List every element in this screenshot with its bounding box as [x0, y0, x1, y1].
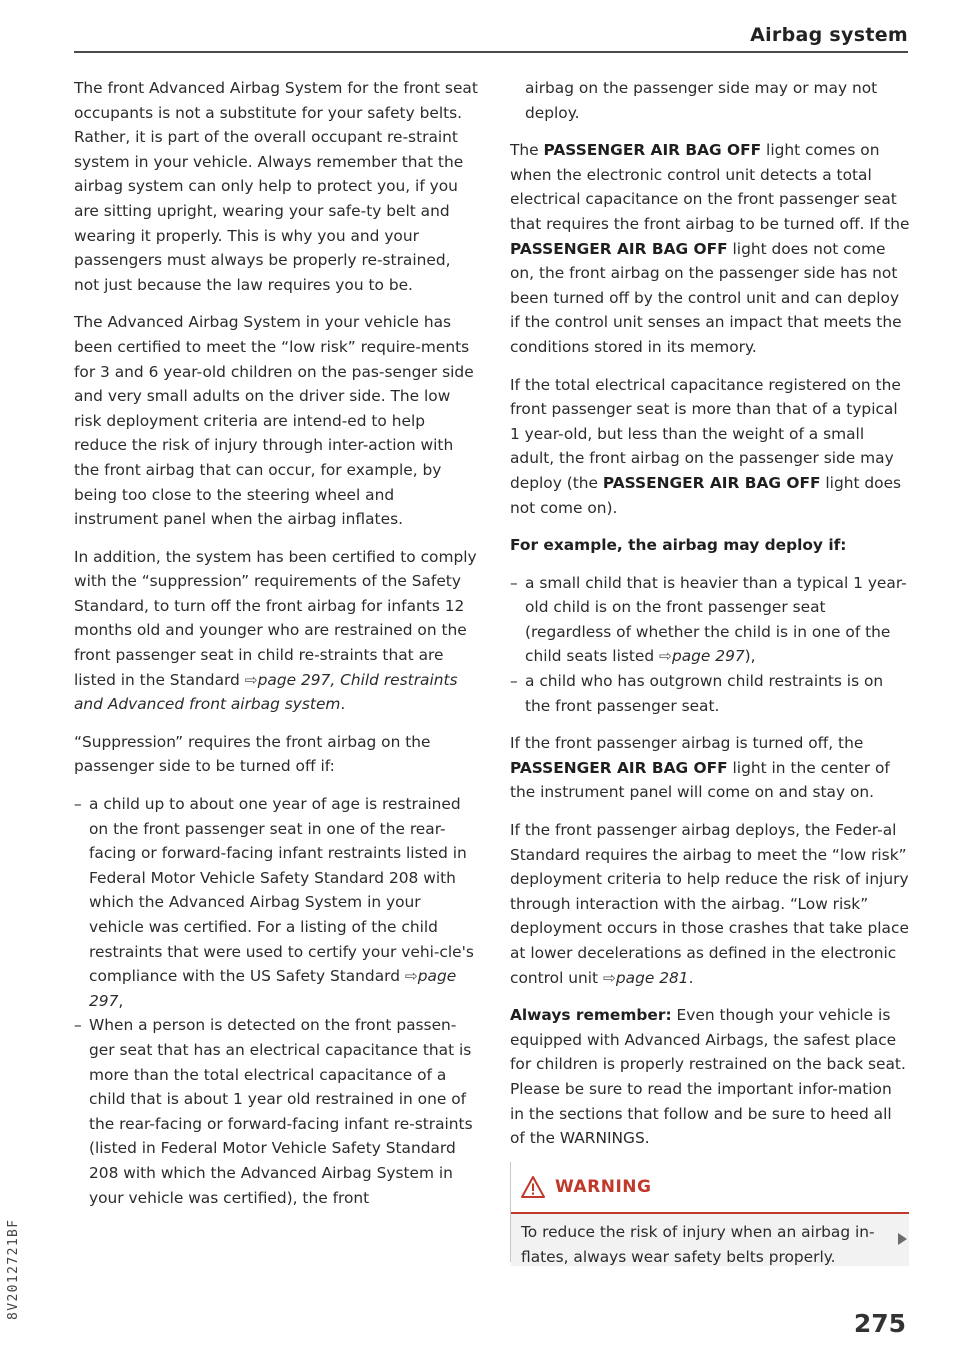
example-heading: For example, the airbag may deploy if:	[510, 536, 847, 555]
paragraph-low-risk: The Advanced Airbag System in your vehicle has been certified to meet the “low risk” require-ments for 3 and 6 year-old children on the pas-senger side and very small adults on the driver side. The low risk deployment criteria are intend-ed to help reduce the risk of injury through inter-action with the front airbag that can occur, for example, by being too close to the steering wheel and instrument panel when the airbag inflates.	[74, 313, 474, 529]
continue-arrow-icon	[898, 1233, 907, 1245]
paragraph-suppression-requires: “Suppression” requires the front airbag on the passenger side to be turned off if:	[74, 732, 431, 776]
page-reference-link[interactable]: page 281	[615, 968, 689, 987]
paragraph-text: In addition, the system has been certified to comply with the “suppression” requirements of the Safety Standard, to turn off the front airbag for infants 12 months old and younger who are restrained on the front passenger seat in child re-straints that are listed in the Standard	[74, 547, 477, 689]
paragraph-text: light in the center of the instrument panel will come on and stay on.	[510, 758, 890, 802]
paragraph-suppression-certification	[74, 545, 480, 717]
paragraph-text: light does not come on).	[510, 473, 902, 517]
warning-title: WARNING	[555, 1177, 652, 1197]
paragraph-text: light does not come on, the front airbag on the passenger side has not been turned off by the control unit and can deploy if the control unit senses an impact that meets the conditions stored in its memory.	[510, 239, 902, 356]
page-ref-arrow-icon: ⇨	[244, 670, 258, 689]
page-ref-arrow-icon: ⇨	[404, 967, 418, 986]
page-ref-arrow-icon: ⇨	[602, 968, 616, 987]
paragraph-capacitance	[510, 373, 910, 521]
page-reference-link[interactable]: page 297, Child restraints and Advanced front airbag system	[74, 670, 458, 714]
punctuation: ),	[744, 647, 756, 666]
list-item-continuation: airbag on the passenger side may or may not deploy.	[525, 79, 878, 122]
example-list	[510, 571, 910, 719]
list-item	[510, 571, 910, 669]
left-column	[74, 76, 480, 1223]
paragraph-system-intro: The front Advanced Airbag System for the front seat occupants is not a substitute for your safety belts. Rather, it is part of the overall occupant re-straint system in your vehicle. Always remember that the airbag system can only help to protect you, if you are sitting upright, wearing your safe-ty belt and wearing it properly. This is why you and your passengers must always be properly re-strained, not just because the law requires you to be.	[74, 79, 478, 294]
punctuation: .	[340, 695, 346, 714]
paragraph-text: The	[510, 141, 539, 160]
warning-triangle-icon	[521, 1176, 545, 1198]
warning-text: To reduce the risk of injury when an airbag in-flates, always wear safety belts properly.	[511, 1214, 909, 1266]
warning-box	[510, 1162, 909, 1266]
page-ref-arrow-icon: ⇨	[659, 647, 672, 666]
list-item: – a child who has outgrown child restraints is on the front passenger seat.	[510, 669, 910, 718]
list-item-text: a small child that is heavier than a typical 1 year-old child is on the front passenger seat (regardless of whether the child is in one of the child seats listed	[525, 573, 907, 666]
paragraph-always-remember	[510, 1003, 910, 1151]
paragraph-text: If the front passenger airbag is turned off, the	[510, 734, 864, 753]
indicator-label: PASSENGER AIR BAG OFF	[510, 758, 728, 777]
document-code: 8V2012721BF	[6, 1218, 21, 1320]
paragraph-text: light comes on when the electronic control unit detects a total electrical capacitance on the front passenger seat that requires the front airbag to be turned off. If the	[510, 141, 910, 233]
paragraph-text: If the total electrical capacitance registered on the front passenger seat is more than that of a typical 1 year-old, but less than the weight of a small adult, the front airbag on the passenger side may deploy (the	[510, 375, 901, 492]
list-item-text: a child up to about one year of age is restrained on the front passenger seat in one of the rear-facing or forward-facing infant restraints listed in Federal Motor Vehicle Safety Standard 208 with which the Advanced Airbag System in your vehicle was certified. For a listing of the child restraints that were used to certify your vehi-cle's compliance with the US Safety Standard	[89, 795, 474, 986]
indicator-label: PASSENGER AIR BAG OFF	[510, 239, 728, 258]
page-reference-link[interactable]: page 297	[89, 967, 457, 1010]
page-number: 275	[853, 1309, 906, 1338]
right-column	[510, 76, 910, 1164]
page-reference-link[interactable]: page 297	[671, 647, 745, 666]
section-title: Airbag system	[750, 24, 908, 46]
indicator-label: PASSENGER AIR BAG OFF	[543, 141, 762, 160]
always-remember-label: Always remember:	[510, 1006, 672, 1025]
header-rule	[74, 51, 908, 53]
suppression-list	[74, 792, 480, 1210]
punctuation: ,	[118, 991, 124, 1010]
punctuation: .	[688, 968, 694, 987]
paragraph-light-comes-on	[510, 138, 910, 359]
list-item	[74, 792, 480, 1013]
list-item: – When a person is detected on the front passen-ger seat that has an electrical capacitance that is more than the total electrical capacitance of a child that is about 1 year old restrained in one of the rear-facing or forward-facing infant re-straints (listed in Federal Motor Vehicle Safety Standard 208 with which the Advanced Airbag System in your vehicle was certified), the front	[74, 1013, 480, 1210]
warning-header	[511, 1162, 909, 1214]
paragraph-airbag-deploys	[510, 818, 910, 990]
paragraph-text: If the front passenger airbag deploys, the Feder-al Standard requires the airbag to meet the “low risk” deployment criteria to help reduce the risk of injury through interaction with the airbag. “Low risk” deployment occurs in those crashes that take place at lower decelerations as defined in the electronic control unit	[510, 821, 909, 987]
indicator-label: PASSENGER AIR BAG OFF	[602, 473, 821, 492]
paragraph-airbag-turned-off	[510, 731, 910, 805]
paragraph-text: Even though your vehicle is equipped with Advanced Airbags, the safest place for children is properly restrained on the back seat. Please be sure to read the important infor-mation in the sections that follow and be sure to heed all of the WARNINGS.	[510, 1006, 906, 1148]
